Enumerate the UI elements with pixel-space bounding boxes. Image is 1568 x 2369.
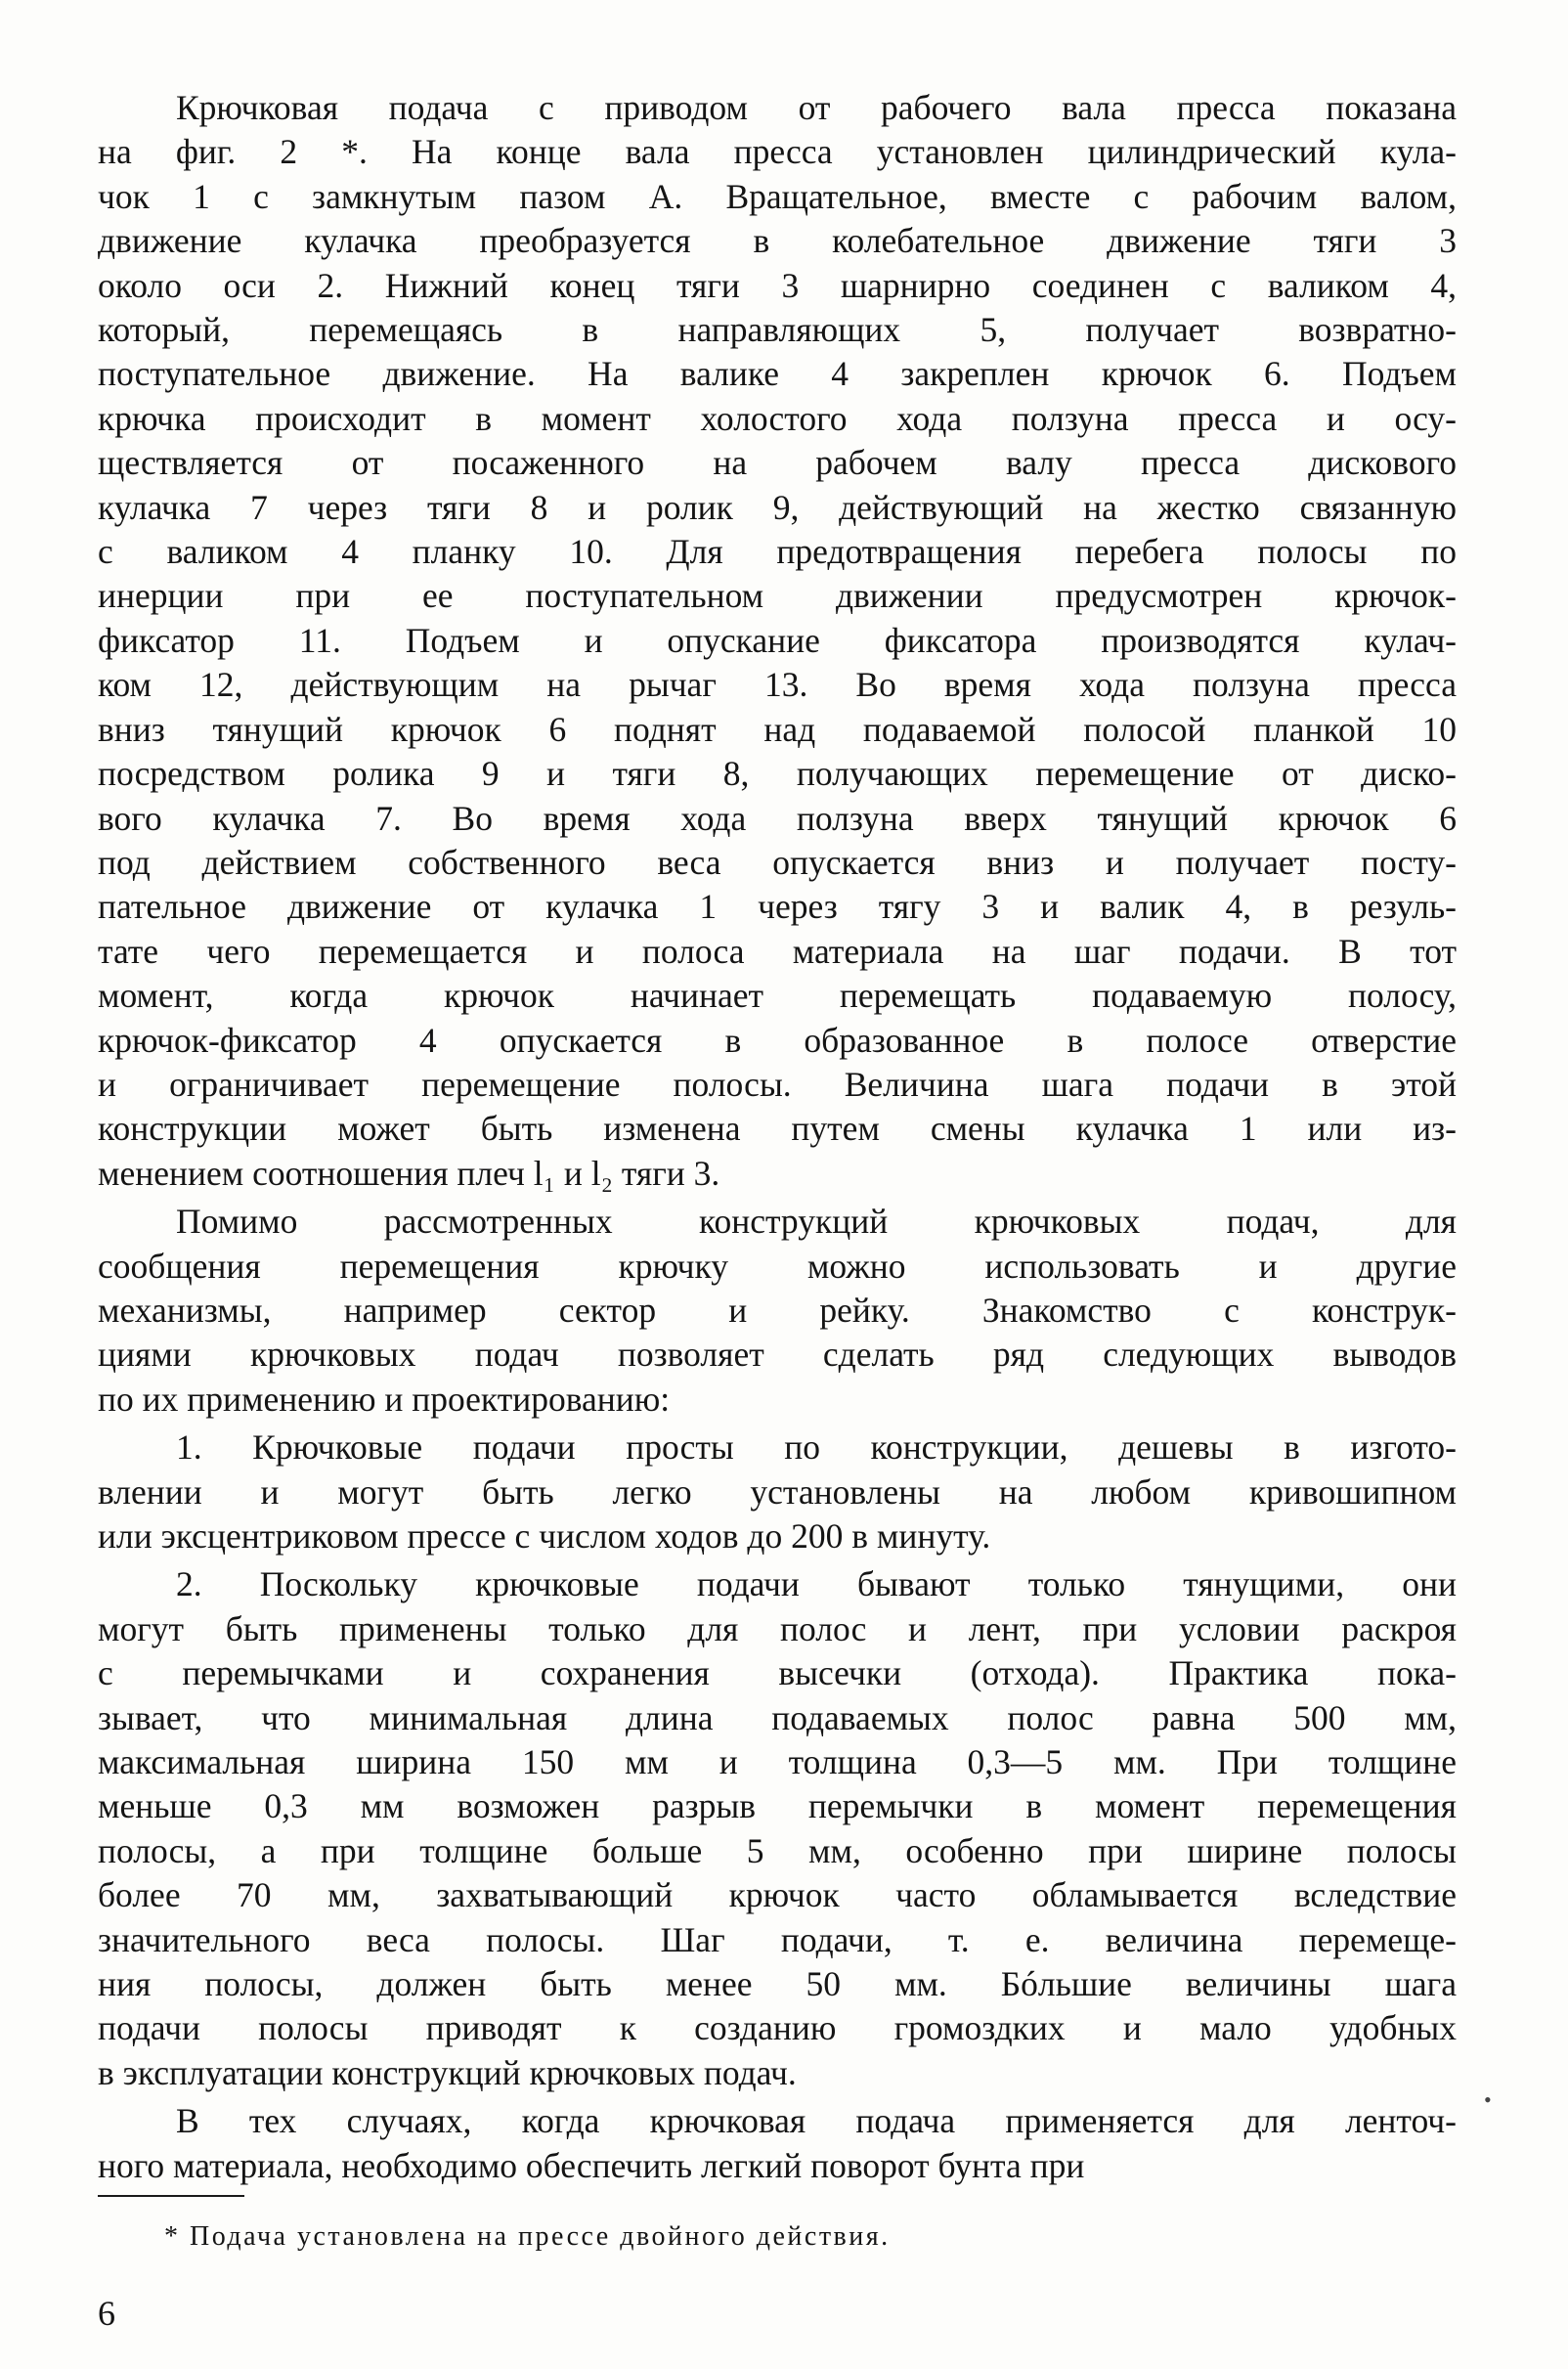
text-line: менением соотношения плеч l₁ и l₂ тяги 3. <box>98 1153 720 1193</box>
paragraph <box>98 2099 1457 2188</box>
text-line: могут быть применены только для полос и лент, при условии раскроя <box>98 1608 1457 1648</box>
text-line: около оси 2. Нижний конец тяги 3 шарнирно соединен с валиком 4, <box>98 265 1457 305</box>
text-line: по их применению и проектированию: <box>98 1379 671 1419</box>
text-line: В тех случаях, когда крючковая подача применяется для ленточ- <box>176 2101 1457 2141</box>
margin-dot: • <box>1484 2087 1492 2112</box>
text-line: движение кулачка преобразуется в колебательное движение тяги 3 <box>98 221 1457 261</box>
text-line: Крючковая подача с приводом от рабочего вала пресса показана <box>176 88 1457 127</box>
text-line: поступательное движение. На валике 4 закреплен крючок 6. Подъем <box>98 354 1457 394</box>
text-line: вниз тянущий крючок 6 поднят над подаваемой полосой планкой 10 <box>98 709 1457 749</box>
text-line: с перемычками и сохранения высечки (отхода). Практика пока- <box>98 1653 1457 1693</box>
footnote: * Подача установлена на прессе двойного действия. <box>164 2221 891 2252</box>
text-line: крючок-фиксатор 4 опускается в образованное в полосе отверстие <box>98 1020 1457 1060</box>
text-line: пательное движение от кулачка 1 через тягу 3 и валик 4, в резуль- <box>98 887 1457 927</box>
text-line: Помимо рассмотренных конструкций крючковых подач, для <box>176 1202 1457 1242</box>
text-line: крючка происходит в момент холостого хода ползуна пресса и осу- <box>98 398 1457 438</box>
text-line: более 70 мм, захватывающий крючок часто обламывается вследствие <box>98 1875 1457 1915</box>
footnote-divider <box>98 2195 244 2197</box>
text-line: подачи полосы приводят к созданию громоздких и мало удобных <box>98 2008 1457 2048</box>
paragraph <box>98 86 1457 1196</box>
text-line: на фиг. 2 *. На конце вала пресса установлен цилиндрический кула- <box>98 132 1457 172</box>
text-line: 2. Поскольку крючковые подачи бывают только тянущими, они <box>176 1564 1457 1604</box>
text-line: инерции при ее поступательном движении предусмотрен крючок- <box>98 576 1457 616</box>
text-line: максимальная ширина 150 мм и толщина 0,3—5 мм. При толщине <box>98 1742 1457 1782</box>
text-line: ком 12, действующим на рычаг 13. Во время хода ползуна пресса <box>98 665 1457 705</box>
paragraph <box>98 1562 1457 2095</box>
body-text <box>98 86 1457 2192</box>
paragraph <box>98 1200 1457 1422</box>
text-line: циями крючковых подач позволяет сделать ряд следующих выводов <box>98 1335 1457 1375</box>
page-number: 6 <box>98 2294 115 2333</box>
text-line: тате чего перемещается и полоса материала на шаг подачи. В тот <box>98 931 1457 971</box>
text-line: с валиком 4 планку 10. Для предотвращения перебега полосы по <box>98 532 1457 572</box>
text-line: полосы, а при толщине больше 5 мм, особенно при ширине полосы <box>98 1830 1457 1870</box>
text-line: значительного веса полосы. Шаг подачи, т. е. величина перемеще- <box>98 1919 1457 1959</box>
text-line: ного материала, необходимо обеспечить легкий поворот бунта при <box>98 2145 1085 2185</box>
text-line: в эксплуатации конструкций крючковых подач. <box>98 2052 797 2092</box>
text-line: конструкции может быть изменена путем смены кулачка 1 или из- <box>98 1109 1457 1149</box>
text-line: вого кулачка 7. Во время хода ползуна вверх тянущий крючок 6 <box>98 798 1457 838</box>
paragraph <box>98 1426 1457 1558</box>
text-line: меньше 0,3 мм возможен разрыв перемычки в момент перемещения <box>98 1786 1457 1826</box>
text-line: сообщения перемещения крючку можно использовать и другие <box>98 1246 1457 1286</box>
text-line: или эксцентриковом прессе с числом ходов до 200 в минуту. <box>98 1516 991 1556</box>
text-line: посредством ролика 9 и тяги 8, получающих перемещение от диско- <box>98 754 1457 794</box>
text-line: и ограничивает перемещение полосы. Величина шага подачи в этой <box>98 1064 1457 1104</box>
text-line: кулачка 7 через тяги 8 и ролик 9, действующий на жестко связанную <box>98 487 1457 527</box>
text-line: зывает, что минимальная длина подаваемых полос равна 500 мм, <box>98 1697 1457 1737</box>
text-line: ществляется от посаженного на рабочем валу пресса дискового <box>98 443 1457 483</box>
text-line: под действием собственного веса опускается вниз и получает посту- <box>98 842 1457 882</box>
text-line: 1. Крючковые подачи просты по конструкции, дешевы в изгото- <box>176 1427 1457 1468</box>
text-line: механизмы, например сектор и рейку. Знакомство с конструк- <box>98 1290 1457 1330</box>
text-line: фиксатор 11. Подъем и опускание фиксатора производятся кулач- <box>98 620 1457 660</box>
text-line: который, перемещаясь в направляющих 5, получает возвратно- <box>98 310 1457 350</box>
text-line: момент, когда крючок начинает перемещать подаваемую полосу, <box>98 976 1457 1016</box>
text-line: влении и могут быть легко установлены на любом кривошипном <box>98 1471 1457 1512</box>
text-line: ния полосы, должен быть менее 50 мм. Бóльшие величины шага <box>98 1964 1457 2004</box>
text-line: чок 1 с замкнутым пазом А. Вращательное, вместе с рабочим валом, <box>98 176 1457 216</box>
